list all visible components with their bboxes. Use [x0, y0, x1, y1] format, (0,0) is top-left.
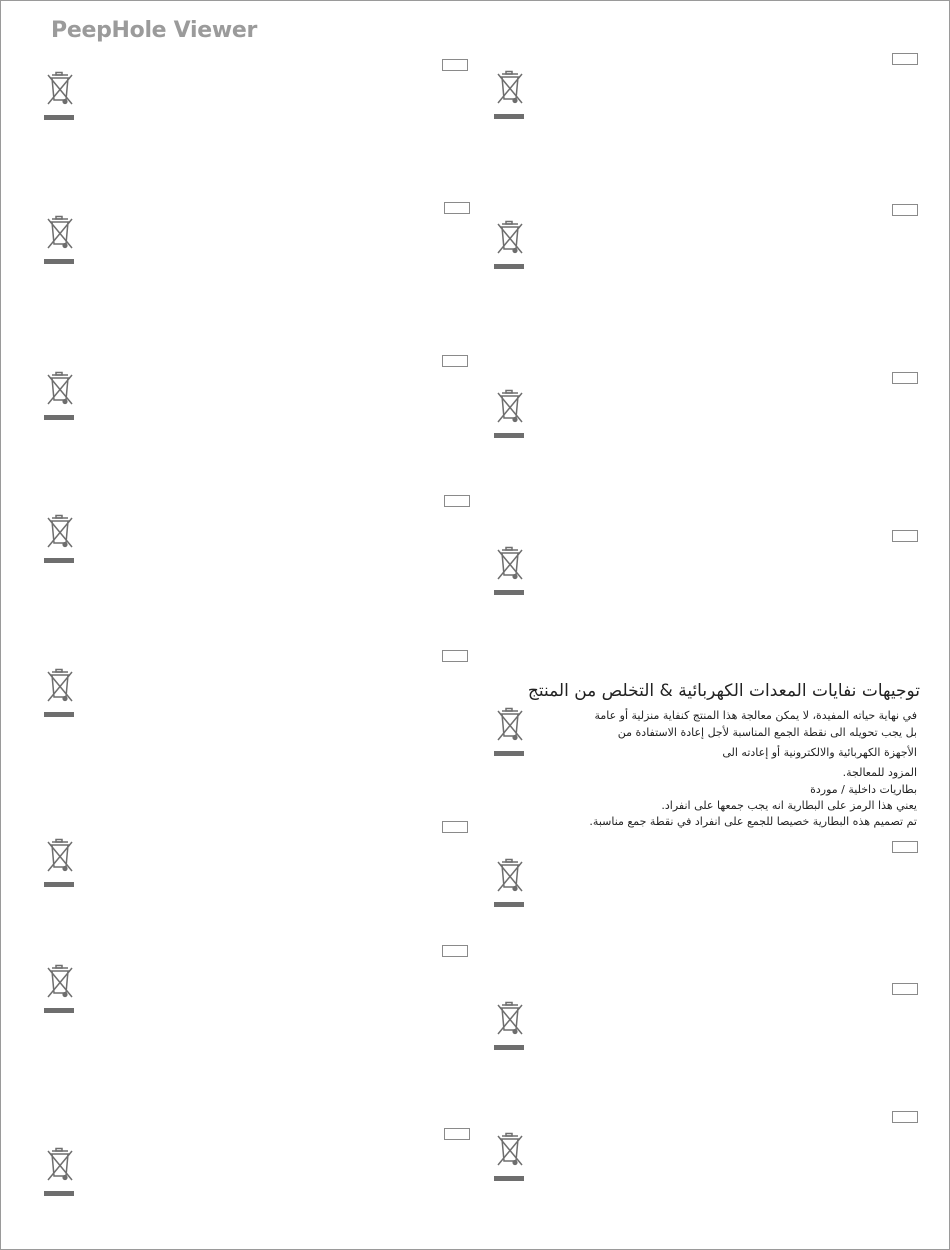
- weee-bin-icon: [491, 858, 527, 908]
- language-tab: [892, 204, 918, 216]
- weee-bin-icon: [491, 1132, 527, 1182]
- disposal-line: بل يجب تحويله الى نقطة الجمع المناسبة لأجل إعادة الاستفادة من: [617, 726, 917, 739]
- language-tab: [892, 983, 918, 995]
- weee-bin-icon: [41, 838, 77, 888]
- language-tab: [892, 1111, 918, 1123]
- language-tab: [444, 202, 470, 214]
- weee-bin-icon: [491, 1001, 527, 1051]
- disposal-line: بطاريات داخلية / موردة: [810, 783, 917, 796]
- weee-bin-icon: [491, 70, 527, 120]
- language-tab: [442, 59, 468, 71]
- weee-bin-icon: [41, 668, 77, 718]
- weee-bin-icon: [41, 1147, 77, 1197]
- weee-bin-icon: [491, 707, 527, 757]
- disposal-line: تم تصميم هذه البطارية خصيصا للجمع على انفراد في نقطة جمع مناسبة.: [589, 815, 917, 828]
- disposal-title: توجيهات نفايات المعدات الكهربائية & التخلص من المنتج: [527, 681, 920, 701]
- language-tab: [442, 945, 468, 957]
- brand-logo: PeepHole Viewer: [51, 18, 258, 43]
- language-tab: [444, 495, 470, 507]
- weee-bin-icon: [41, 964, 77, 1014]
- language-tab: [892, 53, 918, 65]
- weee-bin-icon: [491, 389, 527, 439]
- weee-bin-icon: [491, 546, 527, 596]
- disposal-line: الأجهزة الكهربائية والالكترونية أو إعادته الى: [722, 746, 917, 759]
- language-tab: [892, 372, 918, 384]
- language-tab: [442, 821, 468, 833]
- weee-bin-icon: [41, 514, 77, 564]
- disposal-line: يعني هذا الرمز على البطارية انه يجب جمعها على انفراد.: [661, 799, 917, 812]
- language-tab: [892, 841, 918, 853]
- disposal-line: في نهاية حياته المفيدة، لا يمكن معالجة هذا المنتج كنفاية منزلية أو عامة: [594, 709, 917, 722]
- disposal-line: المزود للمعالجة.: [842, 766, 917, 779]
- language-tab: [892, 530, 918, 542]
- language-tab: [442, 355, 468, 367]
- language-tab: [444, 1128, 470, 1140]
- weee-bin-icon: [41, 215, 77, 265]
- weee-bin-icon: [491, 220, 527, 270]
- weee-bin-icon: [41, 371, 77, 421]
- weee-bin-icon: [41, 71, 77, 121]
- language-tab: [442, 650, 468, 662]
